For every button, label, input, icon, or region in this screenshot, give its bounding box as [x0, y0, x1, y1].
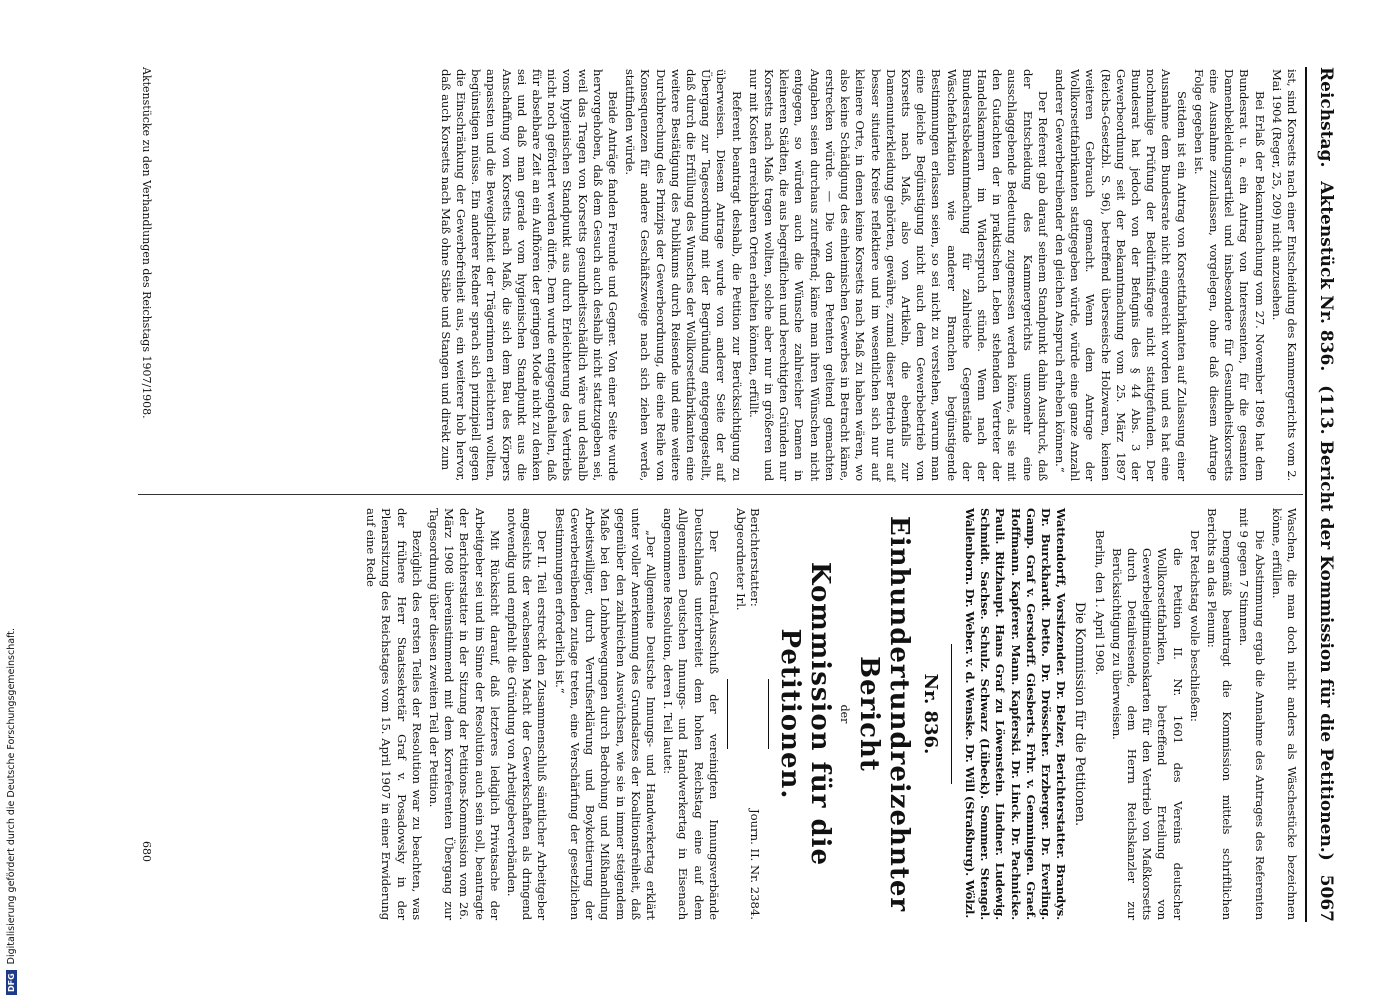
quoted-resolution: „Der Allgemeine Deutsche Innungs- und Handwerkertag erklärt unter voller Anerkennung des Grundsatzes der Koalitionsfreiheit, daß gegenüber den zahlreichen Auswüchsen, wie sie in immer steigendem Maße bei den Lohnbewegungen durch Bedrohung und Mißhandlung Arbeitswilliger, durch Verrufserklärung und Boykottierung der Gewerbetreibenden zutage treten, eine Verschärfung der gesetzlichen Bestimmungen erforderlich ist.“ [552, 508, 658, 920]
paragraph: Der Referent gab darauf seinem Standpunkt dahin Ausdruck, daß der Entscheidung des Kammergerichts umsomehr eine ausschlaggebende Bedeutung zugemessen werden könne, als sie mit den Gutachten der in praktischen Leben stehenden Vertreter der Handelskammern im Widerspruch stünde. Wenn nach der Bundesratsbekanntmachung für zahlreiche Gegenstände der Wäschefabrikation wie anderer Branchen begünstigende Bestimmungen erlassen seien, so sei nicht zu verstehen, warum man eine gleiche Begünstigung nicht auch dem Gewerbebetrieb von Korsetts nach Maß, also von Artikeln, die ebenfalls zur Damenunterkleidung gehörten, gewähre, zumal dieser Betrieb nur auf besser situierte Kreise reflektiere und im wesentlichen sich nur auf kleinere Orte, in denen keine Korsetts nach Maß zu haben wären, wo also keine Schädigung des einheimischen Gewerbes in Betracht käme, erstrecken würde. — Die von den Petenten geltend gemachten Angaben seien durchaus zutreffend; käme man ihren Wünschen nicht entgegen, so würden auch die Wünsche zahlreicher Damen in kleineren Städten, die aus begreiflichen und berechtigten Gründen nur Korsetts nach Maß tragen wollten, solche aber nur in größeren und nur mit Kosten erreichbaren Orten erhalten könnten, erfüllt. [746, 69, 1050, 481]
reporter-name: Abgeordneter Irl. [733, 508, 748, 611]
paragraph: Der Central-Ausschuß der vereinigten Innungsverbände Deutschlands unterbreitet dem hohen Reichstag eine auf dem Allgemeinen Deutschen Innungs- und Handwerkertag in Eisenach angenommene Resolution, deren I. Teil lautet: [661, 508, 721, 920]
date-line: Berlin, den 1. April 1908. [1092, 530, 1107, 676]
dfg-logo: DFG [6, 970, 17, 995]
paragraph: Bezüglich des ersten Teiles der Resolution war zu beachten, was der frühere Herr Staatssekretär Graf v. Posadowsky in der Plenarsitzung des Reichstages vom 15. April 1907 in einer Erwiderung auf eine Rede [364, 508, 424, 920]
paragraph: Bei Erlaß der Bekanntmachung vom 27. November 1896 hat dem Bundesrat u. a. ein Antrag von Interessenten, für die gesamten Damenbekleidungsartikel und insbesondere für Gesundheitskorsetts eine Ausnahme zuzulassen, vorgelegen, ohne daß diesem Antrage Folge gegeben ist. [1191, 69, 1267, 481]
footer-page-number: 680 [140, 841, 153, 862]
digitization-note-text: Digitalisierung gefördert durch die Deutsche Forschungsgemeinschaft. [6, 628, 17, 965]
report-title: Einhundertundreizehnter Bericht [853, 515, 914, 913]
reporter-block [734, 508, 762, 920]
digitization-note [6, 5, 17, 995]
paragraph: ist, sind Korsetts nach einer Entscheidung des Kammergerichts vom 2. Mai 1904 (Reger, 25, 209) nicht anzusehen. [1269, 69, 1299, 481]
running-header [1309, 67, 1343, 922]
paragraph: Waschen, die man doch nicht anders als Wäschestücke bezeichnen könne, erfüllen. [1269, 508, 1299, 920]
paragraph: Mit Rücksicht darauf, daß letzteres lediglich Privatsache der Arbeitgeber sei und im Sinne der Resolution auch sein soll, beantragte der Berichterstatter in der Sitzung der Petitions-Kommission vom 26. März 1908 übereinstimmend mit dem Korreferenten Übergang zur Tagesordnung über diesen zweiten Teil der Petition. [427, 508, 502, 920]
page-footer [140, 67, 153, 922]
resolution-text: die Petition II. Nr. 1601 des Vereins deutscher Wollkorsettfabriken, betreffend Erteilung von Gewerbelegitimationskarten für den Vertrieb von Maßkorsetts durch Detailreisende, dem Herrn Reichskanzler zur Berücksichtigung zu überweisen. [1109, 548, 1185, 920]
paragraph: Referent beantragt deshalb, die Petition zur Berücksichtigung zu überweisen. Diesem Antrage wurde von anderer Seite der auf Übergang zur Tagesordnung mit der Begründung entgegengestellt, daß durch die Erfüllung des Wunsches der Wollkorsettfabrikanten eine weitere Bestätigung des Publikums durch Reisende und eine weitere Durchbrechung des Prinzips der Gewerbeordnung, die eine Reihe von Konsequenzen für andere Geschäftszweige nach sich ziehen werde, stattfinden würde. [623, 69, 744, 481]
commission-heading: Die Kommission für die Petitionen. [1072, 602, 1088, 826]
paragraph: Beide Anträge fanden Freunde und Gegner. Von einer Seite wurde hervorgehoben, daß dem Gesuch auch deshalb nicht stattzugeben sei, weil das Tragen von Korsetts gesundheitsschädlich wäre und deshalb vom hygienischen Standpunkt aus durch Erleichterung des Vertriebs nicht noch gefördert werden dürfe. Dem wurde entgegengehalten, daß für absehbare Zeit an ein Aufhören der geringen Mode nicht zu denken sei und daß man gerade vom hygienischen Standpunkt aus die Anschaffung von Korsetts nach Maß, die sich dem Bau des Körpers anpassten und die Beweglichkeit der Trägerinnen erleichtern wollten, begünstigen müsse. Ein anderer Redner sprach sich prinzipiell gegen die Einschränkung der Gewerbefreiheit aus, ein weiterer hob hervor, daß auch Korsetts nach Maß ohne Stäbe und Stangen und direkt zum [438, 69, 621, 481]
left-column [436, 69, 1299, 481]
column-divider [138, 494, 1303, 495]
title-rule [768, 679, 769, 749]
footer-source: Aktenstücke zu den Verhandlungen des Reichstags 1907/1908. [140, 67, 153, 419]
header-left: Reichstag. [1316, 67, 1336, 168]
journal-reference: Journ. II. Nr. 2384. [747, 809, 762, 920]
member-list: Wattendorff, Vorsitzender. Dr. Belzer, Berichterstatter. Brandys. Dr. Burckhardt. Detto. Dr. Drösscher. Erzberger. Dr. Everling. Gamp. Graf v. Gersdorff. Giesberts. Frhr. v. Gemmingen. Graef. Hoffmann. Kapferer. Mann. Kapferski. Dr. Linck. Dr. Pachnicke. Pauli. Ritzhaupt. Hans Graf zu Löwenstein. Lindner. Ludewig. Schmidt. Sachse. Schulz. Schwarz (Lübeck). Sommer. Stengel. Wallenborn. Dr. Weber. v. d. Wenske. Dr. Will (Straßburg). Wölzl. [962, 508, 1069, 920]
right-column [361, 508, 1299, 920]
reporter-label: Berichterstatter: [747, 508, 762, 607]
report-title-commission: Kommission für die Petitionen. [774, 561, 835, 867]
paragraph: Der Reichstag wolle beschließen: [1187, 530, 1202, 722]
header-subtitle: (113. Bericht der Kommission für die Petitionen.) [1316, 385, 1336, 861]
paragraph: Seitdem ist ein Antrag von Korsettfabrikanten auf Zulassung einer Ausnahme dem Bundesrate nicht eingereicht worden und es hat eine nochmalige Prüfung der Bedürfnisfrage nicht stattgefunden. Der Bundesrat hat jedoch von der Befugnis des § 44 Abs. 3 der Gewerbeordnung seit der Bekanntmachung vom 25. März 1897 (Reichs-Gesetzbl. S. 96), betreffend überseeische Holzwaren, keinen weiteren Gebrauch gemacht. Wenn dem Antrage der Wollkorsettfabrikanten stattgegeben würde, würde eine ganze Anzahl anderer Gewerbetreibender den gleichen Anspruch erheben können.“ [1052, 69, 1189, 481]
paragraph: Demgemäß beantragt die Kommission mittels schriftlichen Berichts an das Plenum: [1204, 508, 1235, 920]
paragraph: Die Abstimmung ergab die Annahme des Antrages des Referenten mit 9 gegen 7 Stimmen. [1237, 508, 1267, 920]
paragraph: Der II. Teil erstreckt den Zusammenschluß sämtlicher Arbeitgeber angesichts der wachsenden Macht der Gewerkschaften als dringend notwendig und empfiehlt die Gründung von Arbeitgeberverbänden. [505, 508, 550, 920]
reporter-rule [727, 679, 728, 749]
header-center: Aktenstück Nr. 836. [1316, 181, 1336, 372]
rotated-page-content [93, 67, 1343, 922]
title-connector: der [837, 704, 851, 724]
section-rule [951, 644, 952, 784]
header-page-number: 5067 [1316, 874, 1336, 922]
header-rule [1305, 67, 1307, 922]
document-number: Nr. 836. [919, 673, 941, 755]
